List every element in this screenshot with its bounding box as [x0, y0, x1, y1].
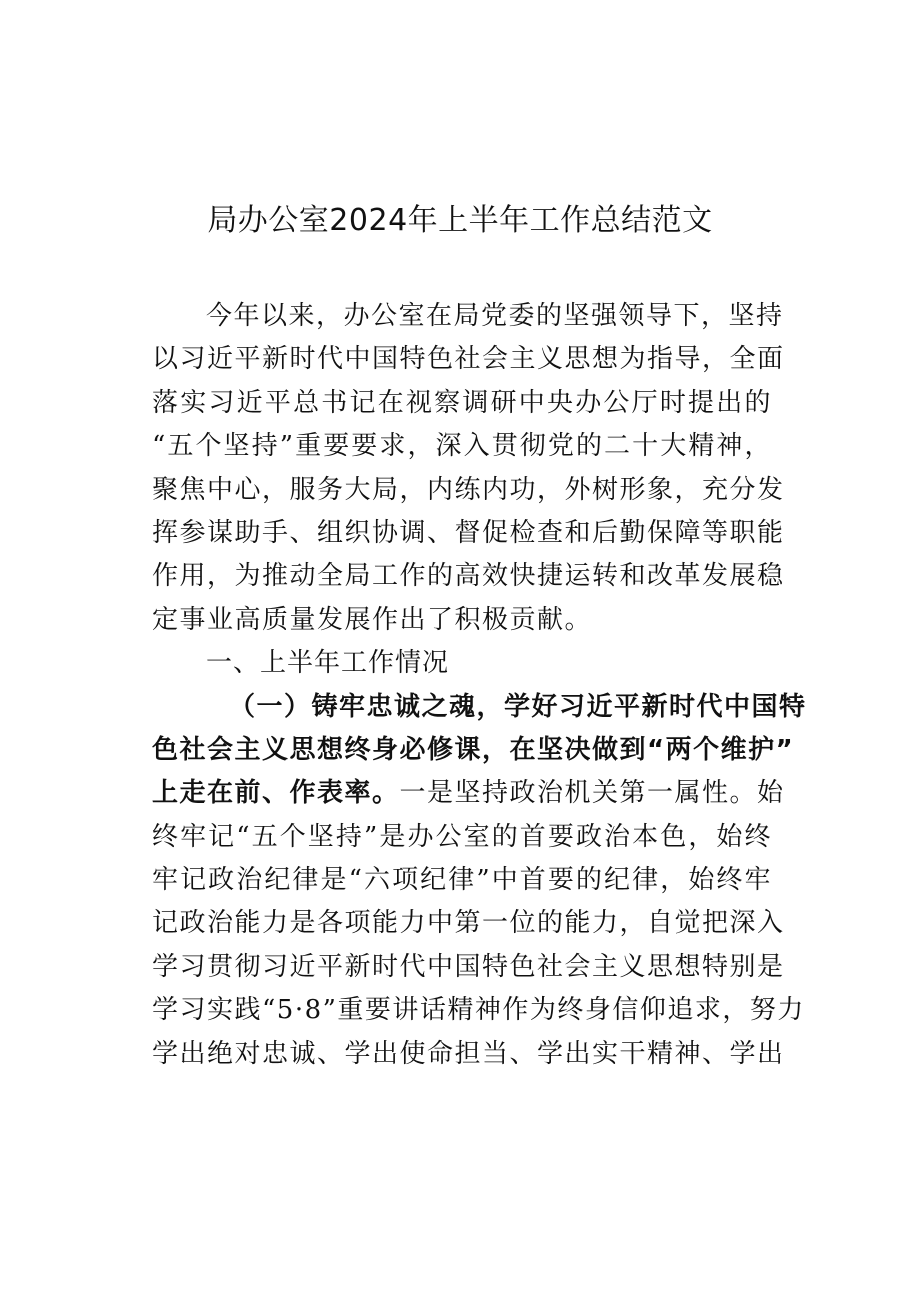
- paragraph-line: 终牢记“五个坚持”是办公室的首要政治本色，始终: [152, 821, 772, 852]
- subsection-heading-line: 色社会主义思想终身必修课，在坚决做到“两个维护”: [152, 734, 795, 765]
- subsection-mixed-line: [152, 772, 785, 815]
- intro-line: 挥参谋助手、组织协调、督促检查和后勤保障等职能: [152, 517, 785, 548]
- paragraph-line: 学习实践“5·8”重要讲话精神作为终身信仰追求，努力: [152, 995, 805, 1026]
- intro-line: 作用，为推动全局工作的高效快捷运转和改革发展稳: [152, 561, 785, 592]
- intro-line: “五个坚持”重要要求，深入贯彻党的二十大精神，: [152, 431, 772, 462]
- intro-line: 今年以来，办公室在局党委的坚强领导下，坚持: [206, 301, 784, 331]
- paragraph-line: 记政治能力是各项能力中第一位的能力，自觉把深入: [152, 908, 785, 939]
- section-heading: 一、上半年工作情况: [206, 648, 450, 679]
- paragraph-line: 学习贯彻习近平新时代中国特色社会主义思想特别是: [152, 951, 785, 982]
- document-title: 局办公室2024年上半年工作总结范文: [207, 203, 713, 238]
- subsection-heading-line: （一）铸牢忠诚之魂，学好习近平新时代中国特: [229, 691, 807, 722]
- document-body: [152, 295, 807, 1076]
- paragraph-line: 学出绝对忠诚、学出使命担当、学出实干精神、学出: [152, 1038, 785, 1069]
- paragraph-text: 一是坚持政治机关第一属性。始: [399, 778, 785, 809]
- intro-line: 落实习近平总书记在视察调研中央办公厅时提出的: [152, 387, 772, 418]
- intro-line: 聚焦中心，服务大局，内练内功，外树形象，充分发: [152, 474, 785, 505]
- subsection-heading-end: 上走在前、作表率。: [152, 778, 400, 809]
- intro-line: 定事业高质量发展作出了积极贡献。: [152, 604, 593, 635]
- intro-line: 以习近平新时代中国特色社会主义思想为指导，全面: [152, 344, 785, 375]
- paragraph-line: 牢记政治纪律是“六项纪律”中首要的纪律，始终牢: [152, 865, 772, 896]
